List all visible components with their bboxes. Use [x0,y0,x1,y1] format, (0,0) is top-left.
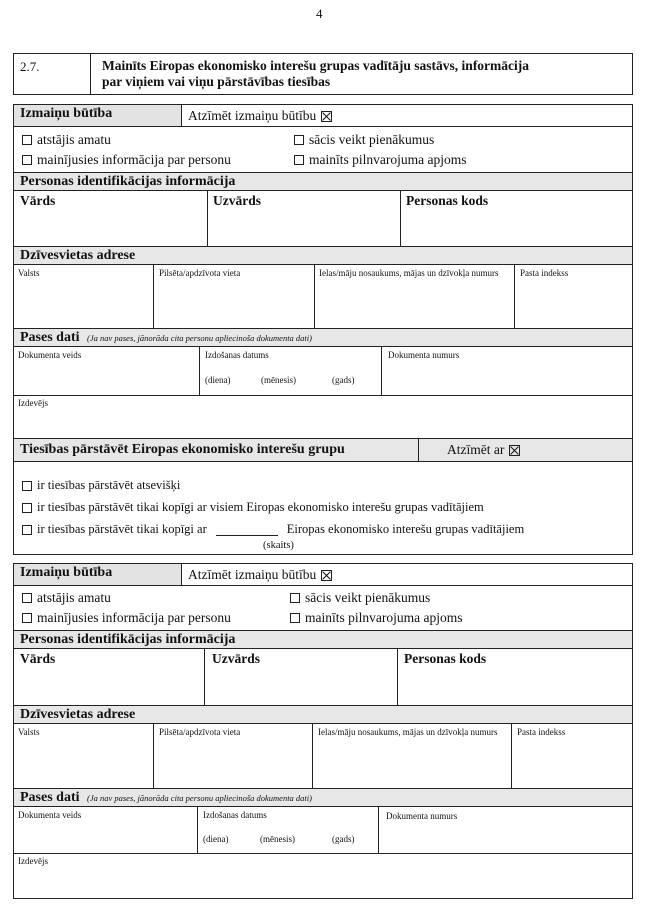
option-authority-changed[interactable]: mainīts pilnvarojuma apjoms [294,152,466,168]
identification-heading: Personas identifikācijas informācija [14,630,632,649]
checkbox[interactable] [22,481,32,491]
month-label: (mēnesis) [261,375,296,385]
manager-block-2 [13,563,633,899]
address-heading: Dzīvesvietas adrese [14,705,632,724]
first-name-label: Vārds [20,651,56,666]
count-label: (skaits) [263,540,294,551]
street-label: Ielas/māju nosaukums, mājas un dzīvokļa numurs [319,268,499,278]
checkbox[interactable] [22,503,32,513]
x-mark-icon [321,570,332,581]
checkbox[interactable] [294,155,304,165]
section-number: 2.7. [20,59,40,74]
option-authority-changed[interactable]: mainīts pilnvarojuma apjoms [290,610,462,626]
address-heading: Dzīvesvietas adrese [14,246,632,265]
count-blank[interactable] [216,523,278,536]
mark-with-label: Atzīmēt ar [447,442,520,458]
identification-heading: Personas identifikācijas informācija [14,172,632,191]
doc-number-label: Dokumenta numurs [388,350,460,360]
checkbox[interactable] [22,593,32,603]
representation-heading: Tiesības pārstāvēt Eiropas ekonomisko interešu grupu [14,438,632,462]
personal-code-label: Personas kods [404,651,487,666]
option-started-duties[interactable]: sācis veikt pienākumus [294,132,434,148]
rep-option-jointly-count[interactable]: ir tiesības pārstāvēt tikai kopīgi ar Eiropas ekonomisko interešu grupas vadītājiem [22,522,524,537]
checkbox[interactable] [22,155,32,165]
mark-change-label: Atzīmēt izmaiņu būtību [188,567,332,583]
city-label: Pilsēta/apdzīvota vieta [159,727,241,737]
country-label: Valsts [18,268,40,278]
x-mark-icon [321,111,332,122]
issuer-label: Izdevējs [18,398,48,408]
checkbox[interactable] [22,525,32,535]
checkbox[interactable] [290,593,300,603]
doc-type-label: Dokumenta veids [18,810,82,820]
checkbox[interactable] [22,613,32,623]
option-info-changed[interactable]: mainījusies informācija par personu [22,610,231,626]
country-label: Valsts [18,727,40,737]
rep-option-jointly-all[interactable]: ir tiesības pārstāvēt tikai kopīgi ar visiem Eiropas ekonomisko interešu grupas vadītājiem [22,500,484,515]
doc-type-label: Dokumenta veids [18,350,82,360]
issue-date-label: Izdošanas datums [205,350,269,360]
checkbox[interactable] [294,135,304,145]
personal-code-label: Personas kods [406,193,489,208]
postal-label: Pasta indekss [520,268,569,278]
last-name-label: Uzvārds [212,651,260,666]
option-started-duties[interactable]: sācis veikt pienākumus [290,590,430,606]
section-title: Mainīts Eiropas ekonomisko interešu grupas vadītāju sastāvs, informācija par viņiem vai viņu pārstāvības tiesības [102,58,530,89]
street-label: Ielas/māju nosaukums, mājas un dzīvokļa numurs [318,727,498,737]
mark-change-label: Atzīmēt izmaiņu būtību [188,108,332,124]
section-header [13,53,633,95]
manager-block-1 [13,104,633,555]
last-name-label: Uzvārds [213,193,261,208]
issue-date-label: Izdošanas datums [203,810,267,820]
postal-label: Pasta indekss [517,727,566,737]
day-label: (diena) [205,375,231,385]
x-mark-icon [509,445,520,456]
option-info-changed[interactable]: mainījusies informācija par personu [22,152,231,168]
year-label: (gads) [332,834,355,844]
option-left-office[interactable]: atstājis amatu [22,132,111,148]
page-number: 4 [316,6,323,21]
doc-number-label: Dokumenta numurs [386,811,458,821]
change-nature-heading: Izmaiņu būtība [14,105,182,127]
city-label: Pilsēta/apdzīvota vieta [159,268,241,278]
year-label: (gads) [332,375,355,385]
day-label: (diena) [203,834,229,844]
passport-heading: Pases dati (Ja nav pases, jānorāda cita personu apliecinoša dokumenta dati) [14,328,632,347]
checkbox[interactable] [290,613,300,623]
first-name-label: Vārds [20,193,56,208]
passport-heading: Pases dati (Ja nav pases, jānorāda cita personu apliecinoša dokumenta dati) [14,788,632,807]
rep-option-separately[interactable]: ir tiesības pārstāvēt atsevišķi [22,478,180,493]
change-nature-heading: Izmaiņu būtība [14,564,182,586]
checkbox[interactable] [22,135,32,145]
month-label: (mēnesis) [260,834,295,844]
issuer-label: Izdevējs [18,856,48,866]
option-left-office[interactable]: atstājis amatu [22,590,111,606]
